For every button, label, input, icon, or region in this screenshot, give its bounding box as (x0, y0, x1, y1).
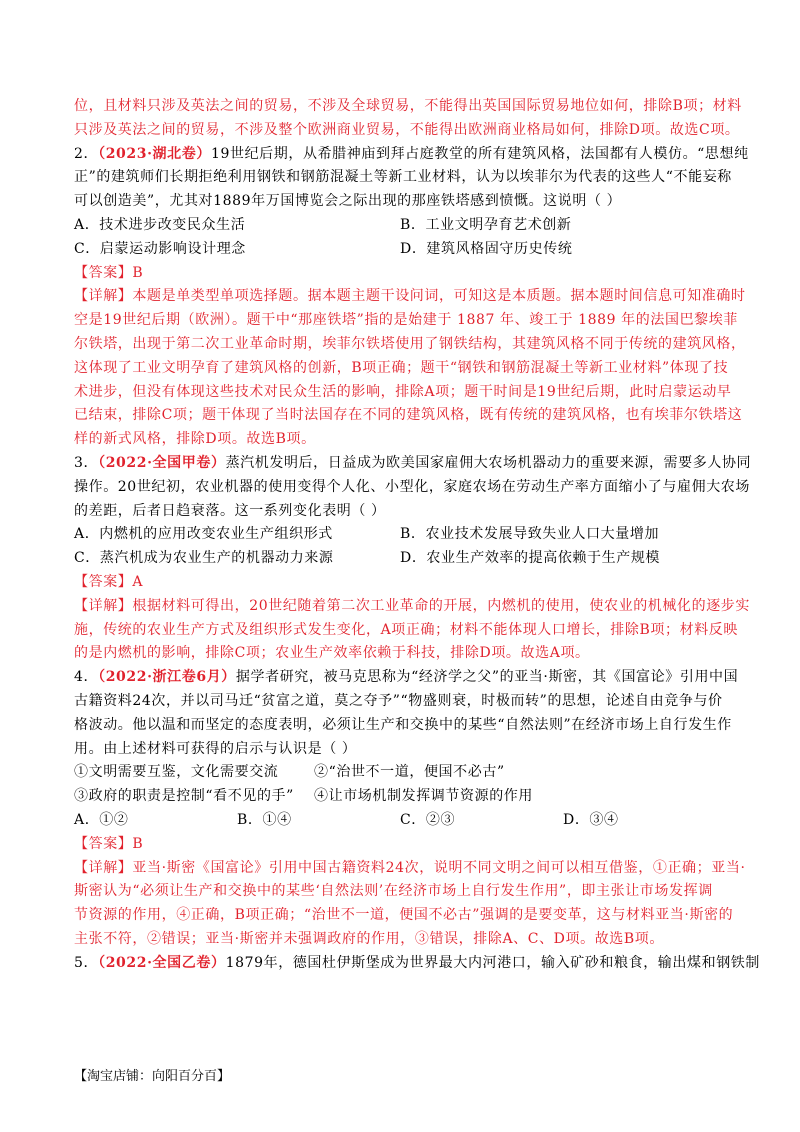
question-source: （2022·全国甲卷） (98, 454, 226, 471)
options-row (74, 523, 726, 547)
question-stem (74, 143, 749, 167)
detail-line: 【详解】根据材料可得出，20世纪随着第二次工业革命的开展，内燃机的使用，使农业的机械化的逐步实 (74, 597, 751, 614)
stem-line: 格波动。他以温和而坚定的态度表明，必须让生产和交换中的某些“自然法则”在经济市场上自行发生作 (74, 716, 732, 733)
stem-line: 可以创造美”，尤其对1889年万国博览会之际出现的那座铁塔感到愤慨。这说明（ ） (74, 193, 622, 210)
question-stem (74, 952, 760, 976)
detail-line: 【详解】本题是单类型单项选择题。据本题主题干设问词，可知这是本质题。据本题时间信息可知准确时 (74, 288, 746, 305)
stem-text: 据学者研究，被马克思称为“经济学之父”的亚当·斯密，其《国富论》引用中国 (235, 669, 739, 686)
option-a: A．①② (74, 811, 129, 828)
question-5 (74, 952, 760, 976)
detail-line: 这体现了工业文明孕育了建筑风格的创新，B项正确；题干“钢铁和钢筋混凝土等新工业材料”体现了技 (74, 359, 729, 376)
question-number: 3． (74, 454, 99, 471)
question-stem (74, 452, 752, 476)
option-c: C．蒸汽机成为农业生产的机器动力来源 (74, 550, 334, 567)
stem-line: 操作。20世纪初，农业机器的使用变得个人化、小型化，家庭农场在劳动生产率方面缩小了与雇佣大农场 (74, 478, 751, 495)
option-a: A．内燃机的应用改变农业生产组织形式 (74, 526, 333, 543)
options-row (74, 547, 726, 571)
option-b: B．农业技术发展导致失业人口大量增加 (400, 526, 660, 543)
question-source: （2022·全国乙卷） (98, 954, 226, 971)
statements-row (74, 761, 726, 785)
page-footer: 【淘宝店铺：向阳百分百】 (74, 1069, 231, 1084)
detail-line: 已结束，排除C项；题干体现了当时法国存在不同的建筑风格，既有传统的建筑风格，也有埃菲尔铁塔这 (74, 407, 743, 424)
stem-text: 蒸汽机发明后，日益成为欧美国家雇佣大农场机器动力的重要来源，需要多人协同 (225, 454, 752, 471)
statement-1: ①文明需要互鉴，文化需要交流 (74, 764, 279, 781)
option-d: D．③④ (563, 811, 619, 828)
detail-line: 空是19世纪后期（欧洲）。题干中“那座铁塔”指的是始建于 1887 年、竣工于 1889 年的法国巴黎埃菲 (74, 312, 738, 329)
options-row (74, 238, 726, 262)
answer-label: 【答案】B (74, 264, 144, 281)
statements-row (74, 785, 726, 809)
stem-line: 古籍资料24次，并以司马迁“贫富之道，莫之夺予”“物盛则衰，时极而转”的思想，论述自由竞争与价 (74, 692, 723, 709)
stem-text: 1879年，德国杜伊斯堡成为世界最大内河港口，输入矿砂和粮食，输出煤和钢铁制 (225, 954, 760, 971)
stem-line: 用。由上述材料可获得的启示与认识是（ ） (74, 740, 357, 757)
question-number: 5． (74, 954, 99, 971)
stem-line: 的差距，后者日趋衰落。这一系列变化表明（ ） (74, 502, 386, 519)
detail-line: 尔铁塔，出现于第二次工业革命时期，埃菲尔铁塔使用了钢铁结构，其建筑风格不同于传统的建筑风格， (74, 335, 746, 352)
answer-label: 【答案】A (74, 573, 144, 590)
stem-text: 19世纪后期，从希腊神庙到拜占庭教堂的所有建筑风格，法国都有人模仿。“思想纯 (210, 145, 749, 162)
question-4 (74, 666, 746, 952)
answer-label: 【答案】B (74, 835, 144, 852)
option-c: C．启蒙运动影响设计理念 (74, 240, 246, 257)
option-c: C．②③ (400, 811, 456, 828)
detail-line: 【详解】亚当·斯密《国富论》引用中国古籍资料24次，说明不同文明之间可以相互借鉴，①正确；亚当· (74, 859, 746, 876)
question-stem (74, 666, 739, 690)
option-d: D．农业生产效率的提高依赖于生产规模 (400, 550, 661, 567)
detail-line: 斯密认为“必须让生产和交换中的某些‘自然法则’在经济市场上自行发生作用”，即主张让市场发挥调 (74, 883, 713, 900)
detail-line: 主张不符，②错误；亚当·斯密并未强调政府的作用，③错误，排除A、C、D项。故选B项。 (74, 930, 664, 947)
explanation-line: 只涉及英法之间的贸易，不涉及整个欧洲商业贸易，不能得出欧洲商业格局如何，排除D项。故选C项。 (74, 121, 740, 138)
question-source: （2022·浙江卷6月） (98, 669, 236, 686)
option-d: D．建筑风格固守历史传统 (400, 240, 573, 257)
statement-2: ②“治世不一道，便国不必古” (314, 764, 505, 781)
option-b: B．①④ (237, 811, 292, 828)
prev-explanation (74, 95, 742, 143)
option-a: A．技术进步改变民众生活 (74, 216, 246, 233)
options-row (74, 809, 726, 833)
question-number: 2． (74, 145, 99, 162)
document-page (74, 95, 760, 975)
option-b: B．工业文明孕育艺术创新 (400, 216, 572, 233)
question-source: （2023·湖北卷） (98, 145, 211, 162)
stem-line: 正”的建筑师们长期拒绝利用钢铁和钢筋混凝土等新工业材料，认为以埃菲尔为代表的这些人“不能妄称 (74, 169, 732, 186)
explanation-line: 位，且材料只涉及英法之间的贸易，不涉及全球贸易，不能得出英国国际贸易地位如何，排除B项；材料 (74, 98, 742, 114)
options-row (74, 214, 726, 238)
question-2 (74, 143, 749, 452)
question-number: 4． (74, 669, 99, 686)
detail-line: 施，传统的农业生产方式及组织形式发生变化，A项正确；材料不能体现人口增长，排除B项；材料反映 (74, 621, 738, 638)
detail-line: 节资源的作用，④正确，B项正确；“治世不一道，便国不必古”强调的是要变革，这与材料亚当·斯密的 (74, 907, 734, 924)
detail-line: 术进步，但没有体现这些技术对民众生活的影响，排除A项；题干时间是19世纪后期，此时启蒙运动早 (74, 383, 732, 400)
statement-4: ④让市场机制发挥调节资源的作用 (314, 788, 533, 805)
detail-line: 的是内燃机的影响，排除C项；农业生产效率依赖于科技，排除D项。故选A项。 (74, 645, 590, 662)
statement-3: ③政府的职责是控制“看不见的手” (74, 788, 294, 805)
detail-line: 样的新式风格，排除D项。故选B项。 (74, 431, 316, 448)
question-3 (74, 452, 752, 666)
